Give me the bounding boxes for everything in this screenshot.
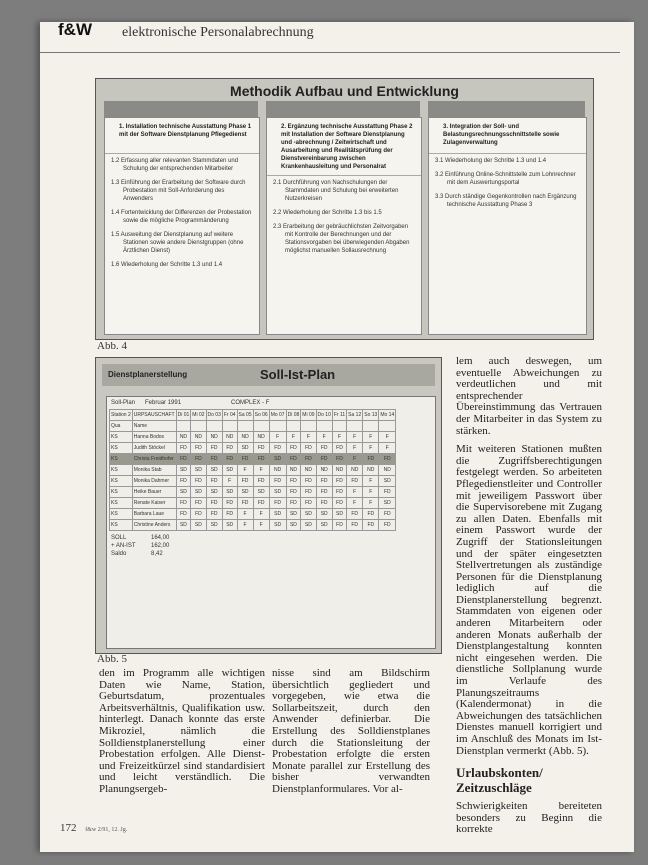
shift-cell: FD [176, 476, 191, 487]
shift-cell: FD [269, 498, 286, 509]
employee-name: Monika Stab [132, 465, 176, 476]
shift-cell: F [253, 465, 269, 476]
section-title: elektronische Personalabrechnung [122, 25, 314, 40]
shift-cell: FD [206, 498, 222, 509]
phase-item: 2.1 Durchführung von Nachschulungen der Stammdaten und Schulung bei erweiterten Nutzerkreisen [273, 180, 399, 202]
shift-cell: FD [237, 498, 253, 509]
figure-4-caption: Abb. 4 [97, 340, 127, 352]
phase-item: 1.5 Ausweitung der Dienstplanung auf weitere Stationen sowie andere Dienstgruppen (ohne Ärztlichen Dienst) [111, 232, 244, 254]
shift-cell: F [332, 432, 346, 443]
shift-cell: SD [286, 520, 301, 531]
day-header: So 06 [253, 410, 269, 421]
shift-cell: SD [176, 465, 191, 476]
table-row [110, 454, 396, 465]
shift-cell: SD [206, 487, 222, 498]
table-row [110, 498, 396, 509]
total-value: 162,00 [151, 543, 170, 549]
day-header: Do 10 [316, 410, 332, 421]
plan-month: Februar 1991 [145, 400, 182, 406]
shift-cell: ND [237, 432, 253, 443]
shift-cell: SD [269, 454, 286, 465]
shift-cell: FD [332, 443, 346, 454]
total-row [111, 550, 431, 558]
shift-cell: SD [332, 509, 346, 520]
shift-cell: FD [379, 509, 396, 520]
shift-cell: FD [301, 487, 316, 498]
shift-cell: F [347, 498, 363, 509]
blank-cell [269, 421, 286, 432]
shift-cell: FD [332, 454, 346, 465]
qualification-cell: KS [110, 487, 133, 498]
plan-sheet [106, 396, 436, 649]
shift-cell: FD [363, 520, 379, 531]
station-label: Station 2 [110, 410, 133, 421]
shift-cell: SD [379, 498, 396, 509]
day-header: Mo 07 [269, 410, 286, 421]
shift-cell: SD [176, 520, 191, 531]
employee-name: Monika Dahmer [132, 476, 176, 487]
shift-cell: FD [286, 487, 301, 498]
shift-cell: SD [237, 443, 253, 454]
shift-cell: ND [347, 465, 363, 476]
shift-cell: SD [191, 487, 206, 498]
shift-cell: FD [253, 443, 269, 454]
blank-cell [206, 421, 222, 432]
shift-cell: F [237, 509, 253, 520]
shift-cell: SD [206, 465, 222, 476]
blank-cell [332, 421, 346, 432]
table-row [110, 476, 396, 487]
phase-arrow-1 [104, 101, 258, 117]
day-header: Do 03 [206, 410, 222, 421]
shift-cell: F [237, 465, 253, 476]
phase-item: 2.3 Erarbeitung der gebräuchlichsten Zeitvorgaben mit Kontrolle der Berechnungen und der Stationsvorgaben bei überwiegenden Abgaben möglichst manuellen Sollausrechnung [273, 224, 410, 254]
shift-cell: FD [269, 476, 286, 487]
shift-cell: ND [363, 465, 379, 476]
shift-cell: FD [237, 476, 253, 487]
shift-cell: F [363, 443, 379, 454]
shift-cell: F [363, 432, 379, 443]
shift-cell: FD [316, 487, 332, 498]
figure-soll-ist-plan [95, 357, 442, 654]
blank-cell [237, 421, 253, 432]
employee-name: Christine Anders [132, 520, 176, 531]
phase-arrow-2 [266, 101, 420, 117]
qualification-cell: KS [110, 476, 133, 487]
qualification-header: Qua [110, 421, 133, 432]
shift-cell: SD [222, 520, 237, 531]
shift-cell: FD [301, 454, 316, 465]
shift-cell: FD [191, 509, 206, 520]
shift-cell: FD [286, 454, 301, 465]
plan-right-title: Soll-Ist-Plan [260, 367, 336, 382]
qualification-cell: KS [110, 443, 133, 454]
blank-cell [347, 421, 363, 432]
shift-cell: F [286, 432, 301, 443]
table-row [110, 432, 396, 443]
table-row [110, 465, 396, 476]
shift-cell: SD [301, 520, 316, 531]
day-header: Sa 12 [347, 410, 363, 421]
shift-cell: F [379, 432, 396, 443]
employee-name: Christa Freidhofer [132, 454, 176, 465]
shift-cell: SD [316, 509, 332, 520]
shift-cell: SD [269, 487, 286, 498]
page-number: 172 [60, 822, 77, 834]
plan-left-title: Dienstplanerstellung [108, 370, 188, 379]
shift-cell: SD [269, 509, 286, 520]
total-row [111, 534, 431, 542]
shift-cell: FD [332, 476, 346, 487]
shift-cell: ND [176, 432, 191, 443]
shift-cell: ND [332, 465, 346, 476]
shift-cell: F [347, 432, 363, 443]
phase-column-2 [266, 117, 422, 335]
shift-cell: ND [286, 465, 301, 476]
phase-item: 1.6 Wiederholung der Schritte 1.3 und 1.4 [111, 262, 223, 268]
day-header: So 13 [363, 410, 379, 421]
name-header: Name [132, 421, 176, 432]
shift-cell: FD [222, 454, 237, 465]
shift-cell: F [237, 520, 253, 531]
total-value: 8,42 [151, 551, 163, 557]
shift-cell: FD [191, 454, 206, 465]
figure-methodik-title: Methodik Aufbau und Entwicklung [230, 83, 459, 99]
phase-column-3 [428, 117, 587, 335]
employee-name: Hanna Bodos [132, 432, 176, 443]
plan-totals [107, 531, 435, 561]
shift-cell: ND [206, 432, 222, 443]
day-header: Fr 04 [222, 410, 237, 421]
phase-item: 3.1 Wiederholung der Schritte 1.3 und 1.4 [435, 158, 547, 164]
day-header: Mi 09 [301, 410, 316, 421]
phase-arrow-3 [428, 101, 585, 117]
shift-cell: ND [253, 432, 269, 443]
shift-cell: SD [379, 476, 396, 487]
shift-cell: FD [191, 498, 206, 509]
shift-cell: FD [301, 443, 316, 454]
day-header: Sa 05 [237, 410, 253, 421]
shift-cell: ND [316, 465, 332, 476]
shift-cell: FD [332, 520, 346, 531]
shift-cell: FD [379, 487, 396, 498]
day-header: Di 08 [286, 410, 301, 421]
blank-cell [176, 421, 191, 432]
shift-cell: SD [191, 520, 206, 531]
shift-cell: FD [301, 498, 316, 509]
plan-header [102, 364, 435, 386]
phase-column-1 [104, 117, 260, 335]
plan-grid [109, 409, 396, 531]
shift-cell: F [363, 476, 379, 487]
phase-item: 1.4 Fortentwicklung der Differenzen der Probestation sowie die mögliche Programmänderung [111, 210, 252, 224]
shift-cell: F [222, 476, 237, 487]
shift-cell: FD [363, 454, 379, 465]
qualification-cell: KS [110, 520, 133, 531]
blank-cell [316, 421, 332, 432]
blank-cell [191, 421, 206, 432]
blank-cell [286, 421, 301, 432]
shift-cell: FD [176, 498, 191, 509]
table-row [110, 487, 396, 498]
phase-item: 3.2 Einführung Online-Schnittstelle zum Lohnrechner mit dem Auswertungsportal [435, 172, 576, 186]
shift-cell: FD [176, 509, 191, 520]
text-column-right [456, 356, 602, 843]
paragraph: Schwierigkeiten bereiteten besonders zu Beginn die korrekte [456, 800, 602, 836]
shift-cell: FD [286, 443, 301, 454]
shift-cell: FD [237, 454, 253, 465]
table-row [110, 520, 396, 531]
station-name: URPSAUSCHAFT [132, 410, 176, 421]
table-row [110, 509, 396, 520]
paragraph: lem auch deswegen, um eventuelle Abweichungen zu verdeutlichen und mit entsprechender Übereinstimmung das Vertrauen der Mitarbeiter in das System zu stärken. [456, 355, 602, 437]
paragraph: nisse sind am Bildschirm übersichtlich gegliedert und vorgegeben, wie etwa die Sollarbeitszeit, durch den Anwender definierbar. Die Erstellung des Solldienstplanes durch die Stationsleitung der Probestation erfolgte die ersten Monate parallel zur Erstellung des bisher verwandten Dienstplanformulares. Vor al- [272, 667, 430, 795]
shift-cell: ND [222, 432, 237, 443]
shift-cell: F [253, 509, 269, 520]
shift-cell: FD [379, 520, 396, 531]
text-column-middle [272, 668, 430, 803]
shift-cell: SD [176, 487, 191, 498]
shift-cell: FD [301, 476, 316, 487]
shift-cell: FD [206, 454, 222, 465]
shift-cell: FD [206, 509, 222, 520]
journal-logo: f&W [58, 20, 92, 39]
phase-item: 1.2 Erfassung aller relevanten Stammdaten und Schulung der entsprechenden Mitarbeiter [111, 158, 239, 172]
plan-header-row [110, 410, 396, 421]
plan-unit: COMPLEX - F [231, 400, 270, 406]
shift-cell: F [347, 454, 363, 465]
shift-cell: F [347, 443, 363, 454]
phase-item: 3.3 Durch ständige Gegenkontrollen nach Ergänzung technische Ausstattung Phase 3 [435, 194, 577, 208]
employee-name: Barbara Laue [132, 509, 176, 520]
shift-cell: FD [379, 454, 396, 465]
shift-cell: SD [206, 520, 222, 531]
plan-info-row [107, 397, 435, 409]
blank-cell [363, 421, 379, 432]
shift-cell: F [379, 443, 396, 454]
shift-cell: F [316, 432, 332, 443]
shift-cell: FD [286, 476, 301, 487]
shift-cell: FD [316, 454, 332, 465]
paragraph: Mit weiteren Stationen mußten die Zugriffsberechtigungen festgelegt werden. So arbeiteten Pflegedienstleiter und Controller mit jeweiligem Passwort über die Supervisorebene mit Zugang zu allen Daten. Ebenfalls mit einem Passwort wurde der Zugriff der Stationsleitungen und der später eingesetzten Stellvertretungen als zuständige Personen für die Dienstplanung lediglich auf die Dienstplanerstellung begrenzt. Stammdaten von eigenen oder anderen Mitarbeitern oder anderen Monats außerhalb der Dienstplangestaltung konnten nicht eingesehen werden. Die dienstliche Sollplanung wurde im Verlaufe des Planungszeitraums (Kalendermonat) in die Abweichungen des tatsächlichen Dienstes manuell korrigiert und im Anschluß des Monats im Ist-Dienstplan vermerkt (Abb. 5). [456, 443, 602, 757]
shift-cell: FD [316, 498, 332, 509]
shift-cell: FD [206, 476, 222, 487]
phase-item: 1.3 Einführung der Erarbeitung der Software durch Probestation mit Soll-Anforderung des Anwenders [111, 180, 246, 202]
shift-cell: SD [237, 487, 253, 498]
shift-cell: F [301, 432, 316, 443]
shift-cell: FD [253, 498, 269, 509]
qualification-cell: KS [110, 454, 133, 465]
shift-cell: FD [222, 509, 237, 520]
shift-cell: FD [206, 443, 222, 454]
text-column-left [99, 668, 265, 803]
shift-cell: ND [301, 465, 316, 476]
shift-cell: FD [347, 476, 363, 487]
qualification-cell: KS [110, 498, 133, 509]
shift-cell: FD [286, 498, 301, 509]
shift-cell: FD [347, 520, 363, 531]
shift-cell: FD [269, 443, 286, 454]
plan-mode: Soll-Plan [111, 400, 136, 406]
shift-cell: FD [222, 498, 237, 509]
shift-cell: ND [379, 465, 396, 476]
employee-name: Renate Kaiser [132, 498, 176, 509]
plan-column-header-row [110, 421, 396, 432]
section-heading: Urlaubskonten/ Zeitzuschläge [456, 765, 543, 796]
day-header: Fr 11 [332, 410, 346, 421]
shift-cell: F [269, 432, 286, 443]
shift-cell: FD [176, 443, 191, 454]
shift-cell: SD [286, 509, 301, 520]
shift-cell: SD [191, 465, 206, 476]
shift-cell: FD [316, 443, 332, 454]
shift-cell: ND [269, 465, 286, 476]
shift-cell: F [363, 487, 379, 498]
shift-cell: FD [332, 487, 346, 498]
journal-reference: f&w 2/91, 12. Jg. [85, 827, 128, 833]
shift-cell: FD [253, 476, 269, 487]
day-header: Mi 02 [191, 410, 206, 421]
total-value: 164,00 [151, 535, 170, 541]
qualification-cell: KS [110, 509, 133, 520]
blank-cell [301, 421, 316, 432]
shift-cell: FD [222, 443, 237, 454]
shift-cell: SD [222, 487, 237, 498]
shift-cell: SD [222, 465, 237, 476]
shift-cell: F [253, 520, 269, 531]
shift-cell: FD [191, 443, 206, 454]
day-header: Mo 14 [379, 410, 396, 421]
shift-cell: FD [363, 509, 379, 520]
day-header: Di 01 [176, 410, 191, 421]
phase-head: 2. Ergänzung technische Ausstattung Phase 2 mit Installation der Software Dienstplanung und -abrechnung / Zeitwirtschaft und Ausarbeitung und Realitätsprüfung der Dienstvereinbarung zwischen Krankenhausleitung und Personalrat [267, 118, 421, 176]
shift-cell: SD [269, 520, 286, 531]
blank-cell [222, 421, 237, 432]
paragraph: den im Programm alle wichtigen Daten wie Name, Station, Geburtsdatum, prozentuales Arbeitsverhältnis, Qualifikation usw. hinterlegt. Danach konnte das erste Mikroziel, nämlich die Solldienstplanerstellung einer Probestation erfolgen. Alle Dienst- und Freizeitkürzel sind standardisiert und leicht verständlich. Die Planungsergeb- [99, 667, 265, 795]
shift-cell: F [363, 498, 379, 509]
phase-head: 1. Installation technische Ausstattung Phase 1 mit der Software Dienstplanung Pflegedienst [105, 118, 259, 154]
shift-cell: F [347, 487, 363, 498]
shift-cell: FD [176, 454, 191, 465]
page-footer [60, 822, 127, 834]
table-row [110, 443, 396, 454]
figure-methodik [95, 78, 594, 340]
shift-cell: FD [347, 509, 363, 520]
total-label: SOLL [111, 535, 127, 541]
qualification-cell: KS [110, 465, 133, 476]
shift-cell: FD [191, 476, 206, 487]
phase-head: 3. Integration der Soll- und Belastungsrechnungsschnittstelle sowie Zulagenverwaltung [429, 118, 586, 154]
shift-cell: FD [253, 454, 269, 465]
total-label: Saldo [111, 551, 127, 557]
blank-cell [379, 421, 396, 432]
figure-5-caption: Abb. 5 [97, 653, 127, 665]
phase-item: 2.2 Wiederholung der Schritte 1.3 bis 1.5 [273, 210, 382, 216]
shift-cell: SD [316, 520, 332, 531]
total-label: + AN-IST [111, 543, 136, 549]
total-row [111, 542, 431, 550]
shift-cell: FD [332, 498, 346, 509]
qualification-cell: KS [110, 432, 133, 443]
employee-name: Judith Stöckel [132, 443, 176, 454]
shift-cell: ND [191, 432, 206, 443]
shift-cell: SD [301, 509, 316, 520]
shift-cell: FD [316, 476, 332, 487]
shift-cell: SD [253, 487, 269, 498]
blank-cell [253, 421, 269, 432]
employee-name: Heike Bauer [132, 487, 176, 498]
